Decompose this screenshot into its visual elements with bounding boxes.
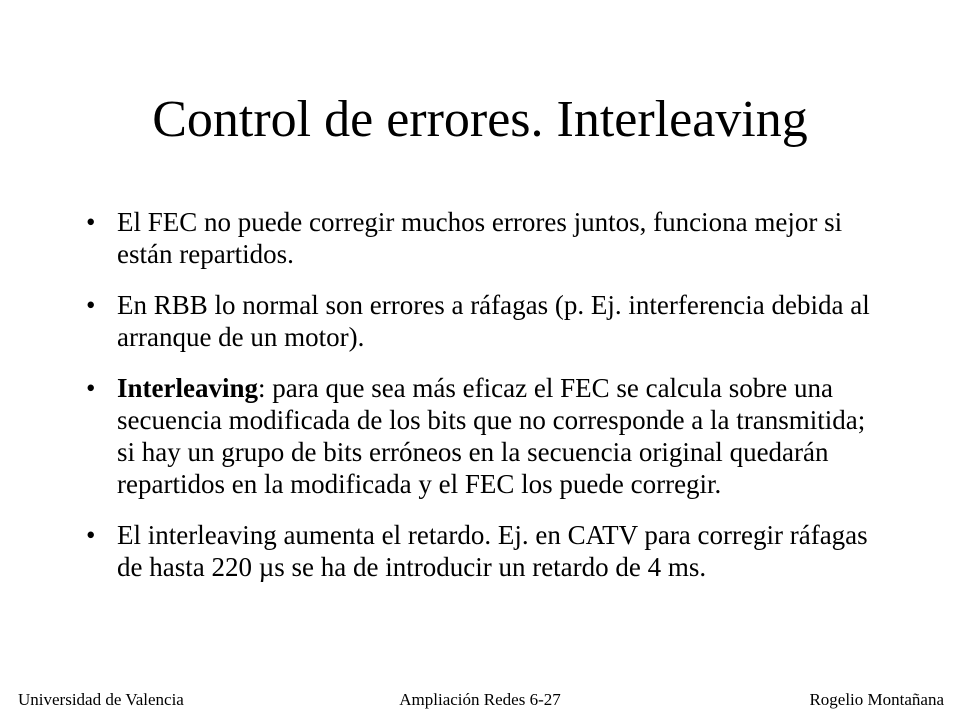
bullet-item: [86, 519, 886, 583]
bullet-marker: •: [86, 520, 96, 550]
bullet-text: El interleaving aumenta el retardo. Ej. en CATV para corregir ráfagas de hasta 220 µs se ha de introducir un retardo de 4 ms.: [117, 520, 868, 582]
bullet-marker: •: [86, 373, 96, 403]
bullet-text: En RBB lo normal son errores a ráfagas (p. Ej. interferencia debida al arranque de un motor).: [117, 290, 870, 352]
footer-course: Ampliación Redes 6-27: [399, 690, 561, 709]
bullet-item: [86, 289, 886, 353]
footer-author: Rogelio Montañana: [809, 690, 944, 709]
bullet-text: : para que sea más eficaz el FEC se calcula sobre una secuencia modificada de los bits que no corresponde a la transmitida; si hay un grupo de bits erróneos en la secuencia original quedarán repartidos en la modificada y el FEC los puede corregir.: [117, 373, 866, 499]
bullet-bold-term: Interleaving: [117, 373, 258, 403]
bullet-list: [86, 206, 886, 583]
slide-title: Control de errores. Interleaving: [152, 91, 808, 148]
bullet-text: El FEC no puede corregir muchos errores juntos, funciona mejor si están repartidos.: [117, 207, 843, 269]
bullet-marker: •: [86, 207, 96, 237]
bullet-marker: •: [86, 290, 96, 320]
footer-university: Universidad de Valencia: [18, 690, 184, 709]
bullet-item: [86, 206, 886, 270]
bullet-item: [86, 372, 886, 500]
